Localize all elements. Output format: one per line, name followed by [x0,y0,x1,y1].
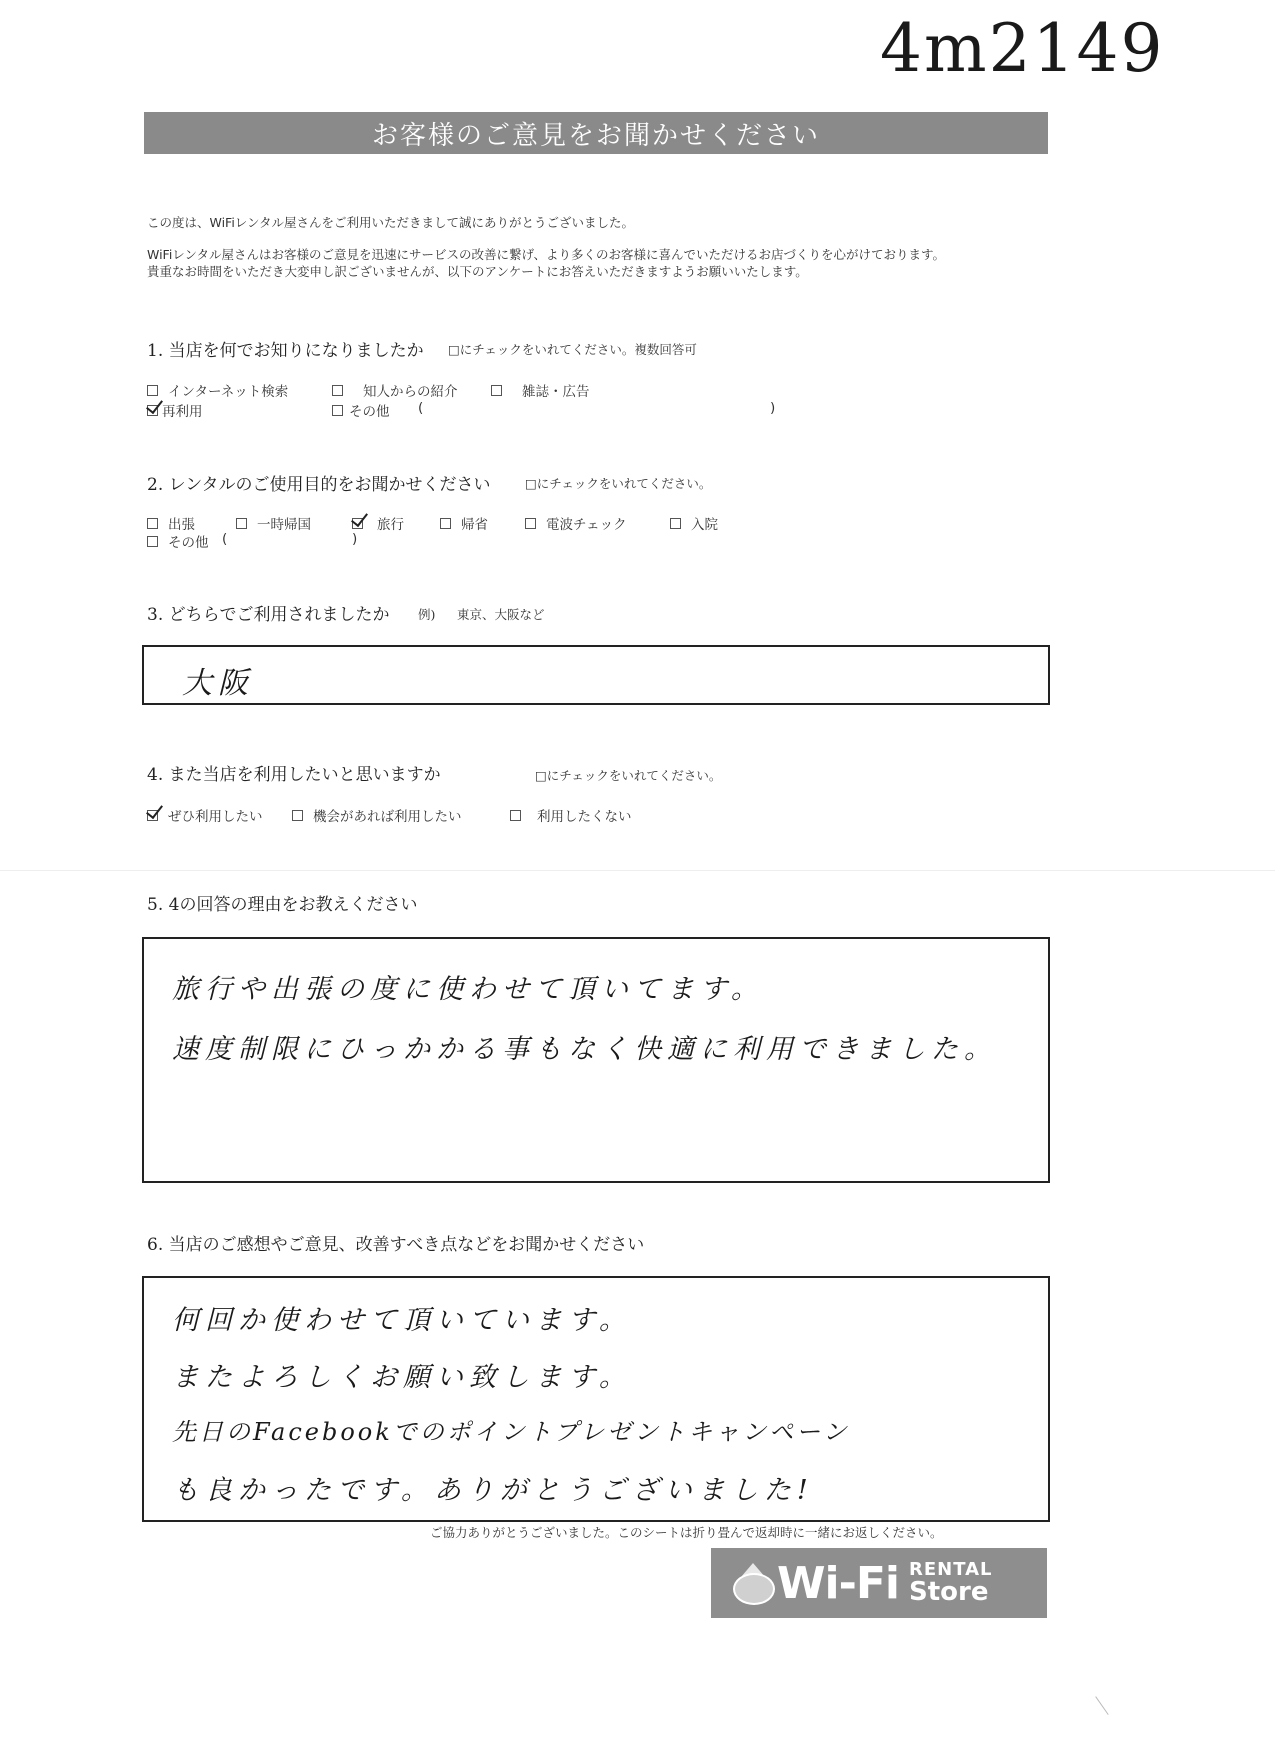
q4-note: □にチェックをいれてください。 [535,768,722,783]
q2-option-return-home[interactable] [440,513,488,533]
q4-option-label: 利用したくない [537,809,632,825]
q2-option-label: 一時帰国 [257,517,311,533]
checkbox-icon[interactable] [670,518,681,529]
q1-note: □にチェックをいれてください。複数回答可 [448,342,697,357]
q4-option-if-chance[interactable] [292,805,462,825]
checkbox-icon[interactable] [332,405,343,416]
checkbox-icon[interactable] [510,810,521,821]
q1-heading: 1. 当店を何でお知りになりましたか [147,341,424,361]
q1-option-label: その他 [349,404,390,420]
q1-option-reuse[interactable] [147,400,203,420]
intro-line-3: 貴重なお時間をいただき大変申し訳ございませんが、以下のアンケートにお答えいただきますようお願いいたします。 [147,264,808,279]
q1-option-internet[interactable] [147,380,288,400]
logo-store-text: Store [909,1577,989,1607]
q3-answer-text: 大阪 [182,666,254,701]
q3-answer-box[interactable] [142,645,1050,705]
checkbox-icon[interactable] [332,385,343,396]
logo-subtext [909,1561,993,1605]
q5-answer-line-2: 速度制限にひっかかる事もなく快適に利用できました。 [172,1034,997,1065]
checkbox-icon[interactable] [440,518,451,529]
intro-line-1: この度は、WiFiレンタル屋さんをご利用いただきまして誠にありがとうございました。 [147,215,635,230]
logo-rental-text: RENTAL [909,1559,993,1580]
q2-option-other[interactable] [147,531,209,551]
q1-option-label: 知人からの紹介 [363,384,458,400]
q4-option-definitely[interactable] [147,805,263,825]
q2-other-paren-open: ( [222,531,228,547]
q2-option-homecoming[interactable] [236,513,311,533]
checkbox-icon[interactable] [147,385,158,396]
q2-option-travel[interactable] [352,513,404,533]
q3-heading: 3. どちらでご利用されましたか [147,605,390,625]
checkbox-icon[interactable] [491,385,502,396]
q2-option-signal-check[interactable] [525,513,627,533]
q2-heading: 2. レンタルのご使用目的をお聞かせください [147,475,491,495]
checkbox-icon[interactable] [147,536,158,547]
mascot-icon [731,1563,775,1603]
q4-heading: 4. また当店を利用したいと思いますか [147,765,441,785]
q1-option-referral[interactable] [332,380,458,400]
checkbox-checked-icon[interactable] [147,810,158,821]
q6-answer-line-3: 先日のFacebookでのポイントプレゼントキャンペーン [172,1418,850,1446]
q2-option-label: 出張 [168,517,195,533]
scan-artifact [1095,1687,1122,1715]
page-title: お客様のご意見をお聞かせください [371,120,820,151]
q2-option-label: 入院 [691,517,718,533]
checkbox-icon[interactable] [147,518,158,529]
q2-option-label: 旅行 [377,517,404,533]
q2-option-label: その他 [168,535,209,551]
wifi-rental-store-logo [711,1548,1047,1618]
q1-option-magazine[interactable] [491,380,590,400]
q2-option-business[interactable] [147,513,195,533]
intro-line-2: WiFiレンタル屋さんはお客様のご意見を迅速にサービスの改善に繋げ、より多くのお客様に喜んでいただけるお店づくりを心がけております。 [147,247,946,262]
checkbox-icon[interactable] [236,518,247,529]
checkbox-icon[interactable] [292,810,303,821]
title-banner [144,112,1048,154]
q2-option-label: 帰省 [461,517,488,533]
q1-option-label: 雑誌・広告 [522,384,590,400]
checkbox-checked-icon[interactable] [352,518,363,529]
q6-heading: 6. 当店のご感想やご意見、改善すべき点などをお聞かせください [147,1235,645,1255]
q3-example: 東京、大阪など [457,607,545,622]
q1-option-label: インターネット検索 [168,384,289,400]
q2-option-hospital[interactable] [670,513,718,533]
checkbox-checked-icon[interactable] [147,405,158,416]
q4-option-no[interactable] [510,805,632,825]
logo-wordmark: Wi-Fi [777,1557,900,1609]
q2-other-paren-close: ) [352,531,358,547]
q3-example-prefix: 例) [418,607,436,622]
q5-heading: 5. 4の回答の理由をお教えください [147,895,418,915]
q4-option-label: 機会があれば利用したい [313,809,462,825]
q4-option-label: ぜひ利用したい [168,809,263,825]
q2-option-label: 電波チェック [546,517,627,533]
q6-answer-line-2: またよろしくお願い致します。 [172,1362,632,1393]
q1-option-other[interactable] [332,400,390,420]
q6-answer-box[interactable] [142,1276,1050,1522]
q6-answer-line-4: も良かったです。ありがとうございました! [172,1475,814,1506]
checkbox-icon[interactable] [525,518,536,529]
q2-note: □にチェックをいれてください。 [525,476,712,491]
q1-other-paren-open: ( [418,400,424,416]
q5-answer-box[interactable] [142,937,1050,1183]
q6-answer-line-1: 何回か使わせて頂いています。 [172,1305,632,1336]
q1-other-paren-close: ) [770,400,776,416]
divider [0,870,1275,871]
q5-answer-line-1: 旅行や出張の度に使わせて頂いてます。 [172,974,764,1005]
footer-note: ご協力ありがとうございました。このシートは折り畳んで返却時に一緒にお返しください。 [430,1525,943,1540]
q1-option-label: 再利用 [162,404,203,420]
document-number: 4m2149 [880,10,1165,87]
